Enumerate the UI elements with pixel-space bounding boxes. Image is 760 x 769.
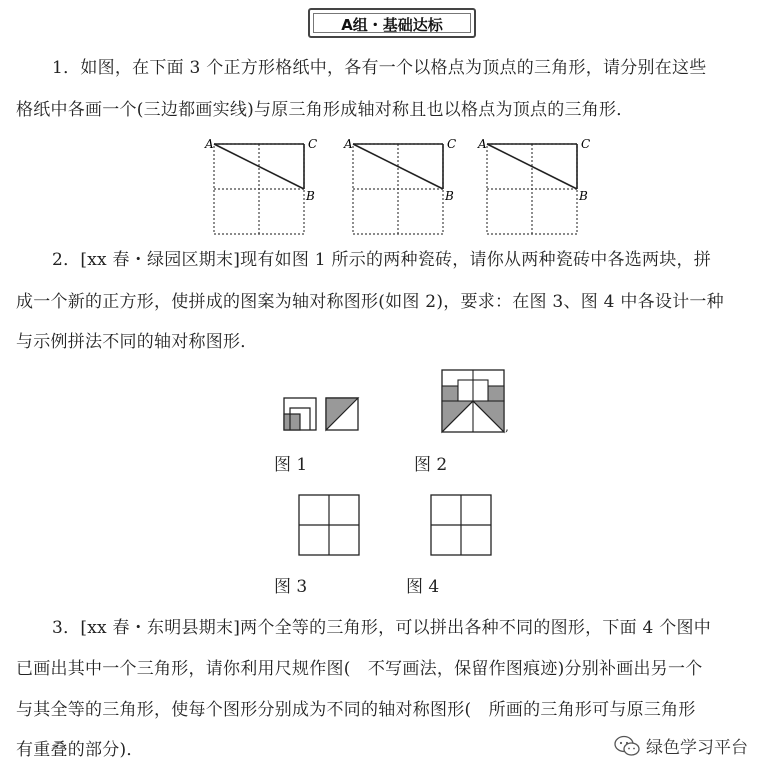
caption-fig-1: 图 1 [274, 455, 308, 475]
q3-line-1: 3．[xx 春・东明县期末]两个全等的三角形，可以拼出各种不同的图形，下面 4 个图中 [52, 618, 712, 638]
caption-fig-4: 图 4 [406, 577, 440, 597]
label-b: B [445, 189, 454, 203]
q3-line-3: 与其全等的三角形，使每个图形分别成为不同的轴对称图形( 所画的三角形可与原三角形 [16, 700, 696, 720]
label-c: C [308, 137, 318, 151]
caption-fig-2: 图 2 [414, 455, 448, 475]
watermark [614, 733, 748, 758]
q2-line-3: 与示例拼法不同的轴对称图形． [16, 332, 258, 352]
label-a: A [478, 137, 487, 151]
q1-grid-3 [477, 137, 590, 234]
label-a: A [344, 137, 353, 151]
q2-line-1: 2．[xx 春・绿园区期末]现有如图 1 所示的两种瓷砖，请你从两种瓷砖中各选两块，拼 [52, 250, 712, 270]
q1-grid-figures [198, 132, 598, 238]
q2-line-2: 成一个新的正方形，使拼成的图案为轴对称图形(如图 2)，要求：在图 3、图 4 中各设计一种 [16, 292, 724, 312]
q3-line-4: 有重叠的部分)． [16, 740, 144, 760]
label-b: B [306, 189, 315, 203]
q1-grid-1 [204, 137, 317, 234]
watermark-text: 绿色学习平台 [646, 738, 748, 758]
figure-2-comma: , [505, 420, 509, 434]
q1-line-1: 1．如图，在下面 3 个正方形格纸中，各有一个以格点为顶点的三角形，请分别在这些 [52, 58, 707, 78]
tile-square-corner [284, 398, 316, 430]
q1-grid-2 [343, 137, 456, 234]
tile-diagonal-triangle [326, 398, 358, 430]
q1-line-2: 格纸中各画一个(三边都画实线)与原三角形成轴对称且也以格点为顶点的三角形． [16, 100, 634, 120]
q3-line-2: 已画出其中一个三角形，请你利用尺规作图( 不写画法，保留作图痕迹)分别补画出另一个 [16, 659, 703, 679]
wechat-icon [614, 735, 640, 757]
label-b: B [579, 189, 588, 203]
figure-1-tiles [282, 396, 362, 432]
caption-fig-3: 图 3 [274, 577, 308, 597]
figure-3-grid [298, 494, 362, 558]
section-header [308, 8, 476, 38]
label-c: C [447, 137, 457, 151]
label-c: C [581, 137, 591, 151]
section-title: A组・基础达标 [313, 13, 471, 33]
figure-4-grid [430, 494, 494, 558]
label-a: A [205, 137, 214, 151]
figure-2-example [440, 368, 510, 436]
